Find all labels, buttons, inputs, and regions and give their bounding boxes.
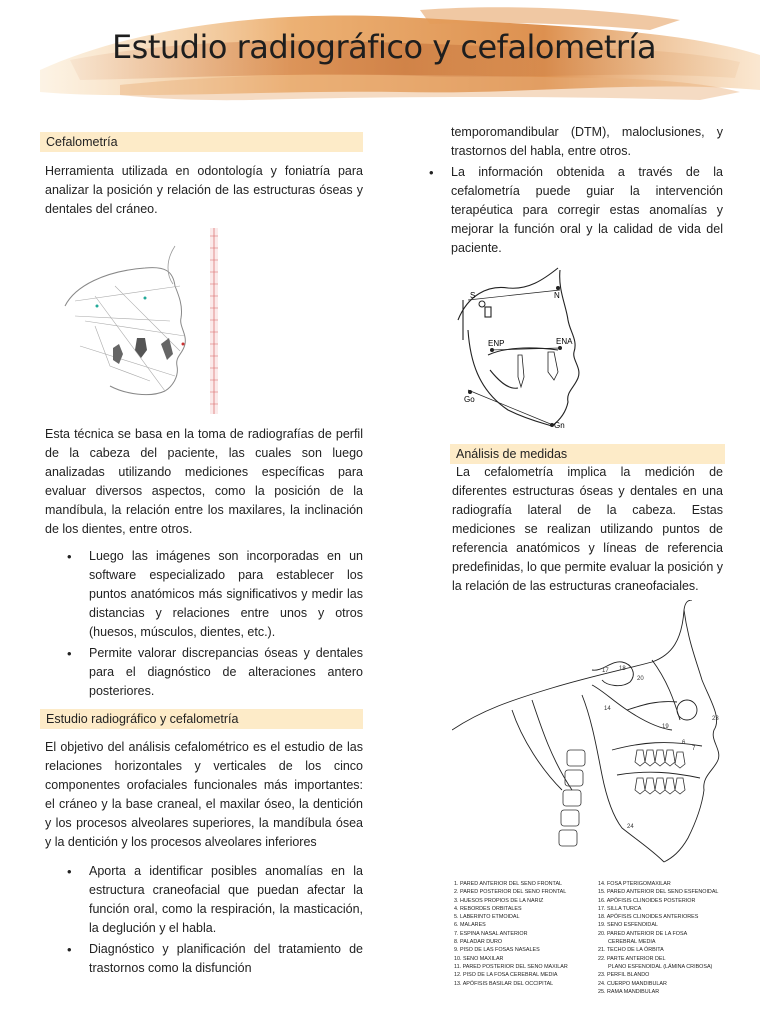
cefalometria-bullet-list <box>45 547 363 703</box>
svg-text:23: 23 <box>712 716 719 722</box>
estudio-bullet-list <box>45 862 363 980</box>
legend-item: 13. APÓFISIS BASILAR DEL OCCIPITAL <box>454 980 554 987</box>
legend-item: 11. PARED POSTERIOR DEL SENO MAXILAR <box>454 963 568 970</box>
legend-item: 22. PARTE ANTERIOR DEL <box>598 955 666 962</box>
legend-item: 15. PARED ANTERIOR DEL SENO ESFENOIDAL <box>598 889 719 896</box>
cranial-anatomy-tracing <box>452 600 732 865</box>
continued-bullet-list <box>427 123 723 260</box>
technique-paragraph: Esta técnica se basa en la toma de radiografías de perfil de la cabeza del paciente, las cuales son luego analizadas utilizando mediciones específicas para evaluar diversos aspectos, como la posición de la mandíbula, la relación entre los maxilares, la inclinación de los dientes, entre otros. <box>45 427 363 536</box>
list-item <box>427 123 723 161</box>
legend-item: 9. PISO DE LAS FOSAS NASALES <box>454 947 540 954</box>
legend-item: 14. FOSA PTERIGOMAXILAR <box>598 881 671 887</box>
analisis-paragraph: La cefalometría implica la medición de diferentes estructuras óseas y dentales en una radiografía lateral de la cabeza. Estas mediciones se realizan utilizando puntos de referencia anatómicos y líneas de referencia predefinidas, lo que permite evaluar la posición y la relación de las estructuras craneofaciales. <box>452 465 723 593</box>
legend-item: 7. ESPINA NASAL ANTERIOR <box>454 930 528 937</box>
cephalometric-tracing-figure <box>55 226 245 416</box>
legend-item: 1. PARED ANTERIOR DEL SENO FRONTAL <box>454 881 563 887</box>
landmark-label-n: N <box>554 291 560 300</box>
list-item: • La información obtenida a través de la cefalometría puede guiar la intervención terapéutica para corregir estas anomalías y mejorar la función oral y la calidad de vida del paciente. <box>427 163 723 258</box>
svg-text:14: 14 <box>604 706 611 712</box>
list-item-text: temporomandibular (DTM), maloclusiones, y trastornos del habla, entre otros. <box>451 125 723 158</box>
landmark-label-s: S <box>470 291 476 300</box>
legend-item: 4. REBORDES ORBITALES <box>454 905 522 912</box>
legend-item: 20. PARED ANTERIOR DE LA FOSA <box>598 930 688 937</box>
section-header-analisis: Análisis de medidas <box>450 444 725 464</box>
landmark-label-enp: ENP <box>488 339 505 348</box>
legend-item: 3. HUESOS PROPIOS DE LA NARIZ <box>454 897 544 904</box>
legend-item: PLANO ESFENOIDAL (LÁMINA CRIBOSA) <box>608 963 713 970</box>
legend-item: 19. SENO ESFENOIDAL <box>598 922 658 929</box>
svg-text:19: 19 <box>662 724 669 730</box>
objective-paragraph: El objetivo del análisis cefalométrico es el estudio de las relaciones horizontales y verticales de los cinco componentes orofaciales funcionales más importantes: el cráneo y la base craneal, el maxilar óseo, la dentición y los procesos alveolares superiores, la mandíbula ósea y la dentición y los procesos alveolares inferiores <box>45 740 363 849</box>
page-title: Estudio radiográfico y cefalometría <box>111 28 657 66</box>
legend-item: 18. APÓFISIS CLINOIDES ANTERIORES <box>598 914 699 921</box>
svg-text:24: 24 <box>627 824 634 830</box>
svg-text:17: 17 <box>602 668 609 674</box>
svg-text:6: 6 <box>682 740 686 746</box>
legend-item: 24. CUERPO MANDIBULAR <box>598 980 667 987</box>
legend-item: 25. RAMA MANDIBULAR <box>598 988 660 995</box>
landmark-label-go: Go <box>464 395 475 404</box>
legend-item: 8. PALADAR DURO <box>454 939 503 946</box>
list-item: • Diagnóstico y planificación del tratamiento de trastornos como la disfunción <box>45 940 363 978</box>
list-item: • Luego las imágenes son incorporadas en un software especializado para establecer los puntos anatómicos más significativos y medir las distancias y relaciones entre unos y otros (huesos, músculos, dientes, etc.). <box>45 547 363 642</box>
legend-item: 21. TECHO DE LA ÓRBITA <box>598 947 664 954</box>
legend-item: 12. PISO DE LA FOSA CEREBRAL MEDIA <box>454 972 558 979</box>
svg-text:18: 18 <box>619 666 626 672</box>
legend-item: 2. PARED POSTERIOR DEL SENO FRONTAL <box>454 889 567 896</box>
legend-left-column <box>454 880 594 988</box>
legend-item: 17. SILLA TURCA <box>598 905 642 912</box>
intro-paragraph: Herramienta utilizada en odontología y foniatría para analizar la posición y relación de las estructuras óseas y dentales del cráneo. <box>45 164 363 216</box>
legend-item: 10. SENO MAXILAR <box>454 955 504 962</box>
legend-item: 6. MALARES <box>454 922 486 929</box>
legend-item: CEREBRAL MEDIA <box>608 939 656 946</box>
list-item: • Permite valorar discrepancias óseas y dentales para el diagnóstico de alteraciones antero posteriores. <box>45 644 363 701</box>
section-header-estudio: Estudio radiográfico y cefalometría <box>40 709 363 729</box>
legend-right-column <box>598 880 738 996</box>
svg-text:7: 7 <box>692 746 696 752</box>
legend-item: 23. PERFIL BLANDO <box>598 972 650 979</box>
legend-item: 5. LABERINTO ETMOIDAL <box>454 914 520 921</box>
section-header-cefalometria: Cefalometría <box>40 132 363 152</box>
landmark-label-gn: Gn <box>554 421 565 430</box>
list-item: • Aporta a identificar posibles anomalías en la estructura craneofacial que puedan afectar la función oral, como la respiración, la masticación, la deglución y el habla. <box>45 862 363 938</box>
legend-item: 16. APÓFISIS CLINOIDES POSTERIOR <box>598 897 696 904</box>
landmark-tracing-figure <box>448 260 598 432</box>
landmark-label-ena: ENA <box>556 337 573 346</box>
svg-text:20: 20 <box>637 676 644 682</box>
